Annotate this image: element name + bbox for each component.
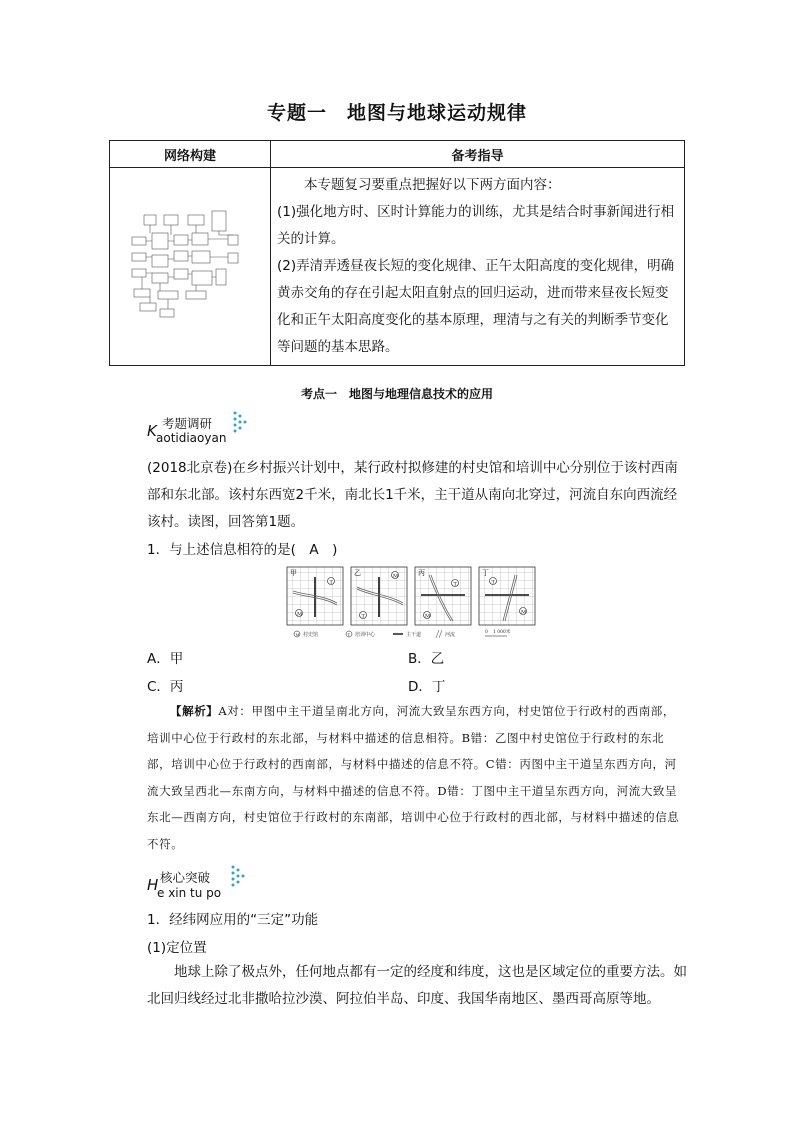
map-label-ding: 丁 [482, 569, 489, 577]
guide-cell [271, 168, 685, 366]
option-b: B．乙 [408, 651, 445, 667]
map-yi [351, 567, 407, 625]
guide-point-2: (2)弄清弄透昼夜长短的变化规律、正午太阳高度的变化规律，明确黄赤交角的存在引起太阳直射点的回归运动，进而带来昼夜长短变化和正午太阳高度变化的基本原理，理清与之有关的判断季节变化等问题的基本思路。 [277, 258, 675, 355]
map-bing [415, 567, 471, 625]
option-c: C．丙 [147, 679, 184, 695]
legend-river: 河流 [445, 632, 456, 638]
map-label-jia: 甲 [290, 569, 297, 577]
svg-text:M: M [295, 632, 300, 637]
badge2-title: 核心突破 [160, 870, 211, 885]
network-diagram-cell [110, 168, 271, 366]
analysis-text: A对：甲图中主干道呈南北方向，河流大致呈东西方向，村史馆位于行政村的西南部，培训中心位于行政村的东北部，与材料中描述的信息相符。B错：乙图中村史馆位于行政村的东北部，培训中心位于行政村的西南部，与材料中描述的信息不符。C错：丙图中主干道呈东西方向，河流大致呈西北—东南方向，与材料中描述的信息不符。D错：丁图中主干道呈东西方向，河流大致呈东北—西南方向，村史馆位于行政村的东南部，培训中心位于行政村的西北部，与材料中描述的信息不符。 [147, 704, 680, 851]
section-title: 考点一 地图与地理信息技术的应用 [300, 387, 493, 401]
legend-museum: 村史馆 [303, 632, 319, 638]
legend-training: 培训中心 [355, 632, 376, 638]
badge-title: 考题调研 [162, 416, 213, 431]
core-heading-1: 1．经纬网应用的“三定”功能 [147, 912, 319, 928]
badge-letter: K [147, 422, 157, 440]
analysis-tag: 【解析】 [170, 704, 219, 718]
svg-text:T: T [491, 579, 495, 586]
scale-label: 1 000米 [493, 630, 511, 635]
network-diagram-thumbnail [130, 205, 250, 325]
table-header-guide: 备考指导 [271, 141, 685, 168]
svg-text:M: M [297, 611, 303, 618]
analysis-block [147, 698, 687, 857]
legend-road: 主干道 [406, 632, 422, 638]
map-legend [294, 628, 511, 638]
core-heading-2: (1)定位置 [147, 940, 207, 956]
map-label-yi: 乙 [354, 569, 361, 577]
question-maps-figure [285, 565, 537, 641]
chevron-right-icon [233, 411, 249, 437]
map-ding [479, 567, 535, 625]
map-label-bing: 丙 [418, 569, 425, 577]
guide-intro: 本专题复习要重点把握好以下两方面内容： [304, 177, 561, 193]
question-stem: (2018北京卷)在乡村振兴计划中，某行政村拟修建的村史馆和培训中心分别位于该村西南部和东北部。该村东西宽2千米，南北长1千米，主干道从南向北穿过，河流自东向西流经该村。读图，回答第1题。 [147, 460, 678, 530]
table-header-network: 网络构建 [110, 141, 271, 168]
svg-text:M: M [393, 573, 399, 580]
question-1: 1．与上述信息相符的是( A ) [147, 542, 338, 558]
scale-zero: 0 [485, 630, 488, 635]
option-d: D．丁 [408, 679, 446, 695]
badge2-pinyin: e xin tu po [157, 886, 222, 900]
svg-text:T: T [329, 579, 333, 586]
option-a: A．甲 [147, 651, 184, 667]
guide-point-1: (1)强化地方时、区时计算能力的训练，尤其是结合时事新闻进行相关的计算。 [277, 204, 675, 247]
svg-text:M: M [425, 613, 431, 620]
svg-text:T: T [453, 581, 457, 588]
svg-text:T: T [361, 613, 365, 620]
map-jia [287, 567, 343, 625]
core-paragraph-1: 地球上除了极点外，任何地点都有一定的经度和纬度，这也是区域定位的重要方法。如北回归线经过北非撒哈拉沙漠、阿拉伯半岛、印度、我国华南地区、墨西哥高原等地。 [147, 964, 687, 1007]
badge-pinyin: aotidiaoyan [156, 431, 227, 445]
badge2-letter: H [147, 876, 159, 894]
page-title: 专题一 地图与地球运动规律 [266, 102, 527, 124]
svg-text:M: M [521, 609, 527, 616]
overview-table [109, 140, 685, 366]
svg-text:T: T [347, 632, 351, 637]
chevron-right-icon [231, 865, 247, 891]
